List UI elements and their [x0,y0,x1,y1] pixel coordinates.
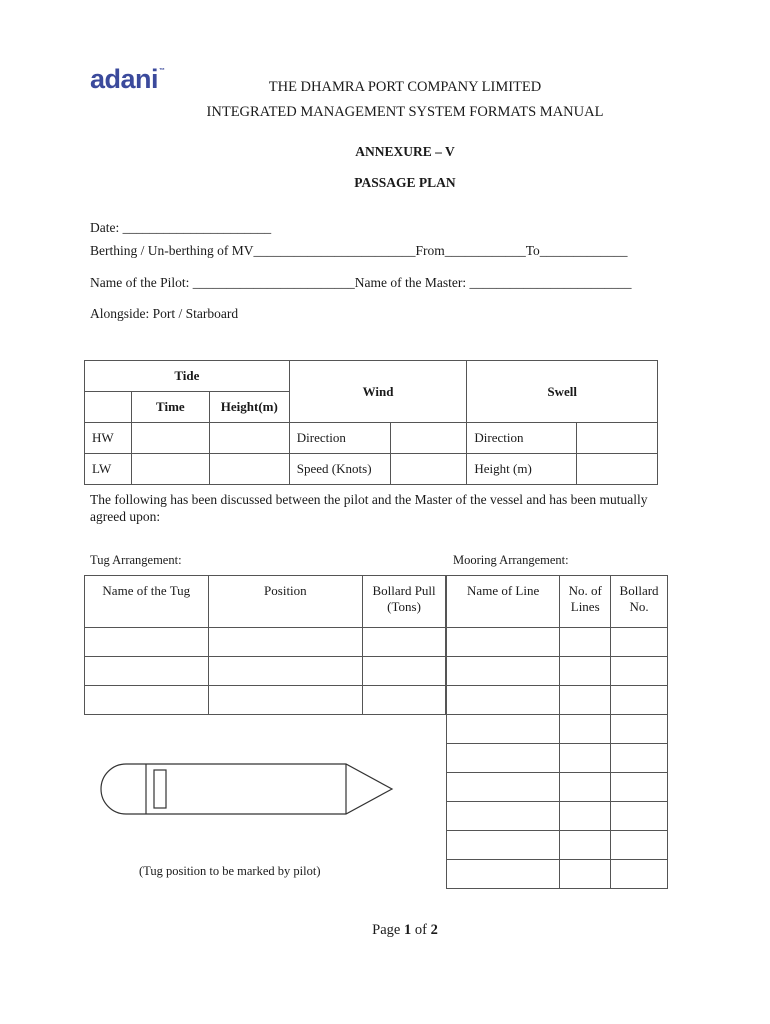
company-name: THE DHAMRA PORT COMPANY LIMITED [268,79,542,95]
no-of-lines-header: No. of Lines [560,576,611,628]
vessel-outline-drawing[interactable] [98,760,408,830]
alongside-field[interactable]: Alongside: Port / Starboard [90,306,239,321]
swell-direction-cell[interactable] [577,423,658,454]
swell-height-cell[interactable] [577,454,658,485]
swell-header: Swell [467,361,658,423]
wind-header: Wind [289,361,467,423]
tug-arrangement-label: Tug Arrangement: [90,553,182,567]
table-row [447,686,668,715]
manual-title: INTEGRATED MANAGEMENT SYSTEM FORMATS MANUAL [206,104,604,120]
pilot-master-field[interactable]: Name of the Pilot: ________________________Name of the Master: ________________________ [90,275,632,290]
discussion-text: The following has been discussed between the pilot and the Master of the vessel and has been mutually agreed upon: [90,492,648,524]
tide-wind-swell-table [84,360,658,485]
table-row [85,686,446,715]
page-number: Page 1 of 2 [372,922,438,938]
table-row [85,657,446,686]
table-row [447,831,668,860]
wind-speed-label: Speed (Knots) [289,454,390,485]
wind-speed-cell[interactable] [390,454,467,485]
date-field[interactable]: Date: ______________________ [90,220,272,235]
table-row [447,628,668,657]
table-row [447,715,668,744]
lw-height-cell[interactable] [209,454,289,485]
swell-direction-label: Direction [467,423,577,454]
mooring-arrangement-label: Mooring Arrangement: [453,553,569,567]
tug-table [84,575,446,715]
vessel-caption: (Tug position to be marked by pilot) [139,864,321,878]
mooring-table [446,575,668,889]
lw-label: LW [85,454,132,485]
adani-logo: adani™ [90,64,165,94]
table-row [447,773,668,802]
bollard-no-header: Bollard No. [611,576,668,628]
table-row [447,744,668,773]
annexure-label: ANNEXURE – V [355,144,455,159]
hw-height-cell[interactable] [209,423,289,454]
lw-time-cell[interactable] [131,454,209,485]
table-row [447,802,668,831]
table-row [85,628,446,657]
page-title: PASSAGE PLAN [354,175,456,190]
berthing-field[interactable]: Berthing / Un-berthing of MV________________________From____________To_____________ [90,243,628,258]
tug-name-header: Name of the Tug [85,576,209,628]
wind-direction-cell[interactable] [390,423,467,454]
line-name-header: Name of Line [447,576,560,628]
swell-height-label: Height (m) [467,454,577,485]
tide-blank-cell [85,392,132,423]
height-header: Height(m) [209,392,289,423]
tug-position-header: Position [208,576,363,628]
tide-header: Tide [85,361,290,392]
hw-label: HW [85,423,132,454]
wind-direction-label: Direction [289,423,390,454]
time-header: Time [131,392,209,423]
hw-time-cell[interactable] [131,423,209,454]
table-row [447,860,668,889]
bollard-pull-header: Bollard Pull (Tons) [363,576,446,628]
table-row [447,657,668,686]
